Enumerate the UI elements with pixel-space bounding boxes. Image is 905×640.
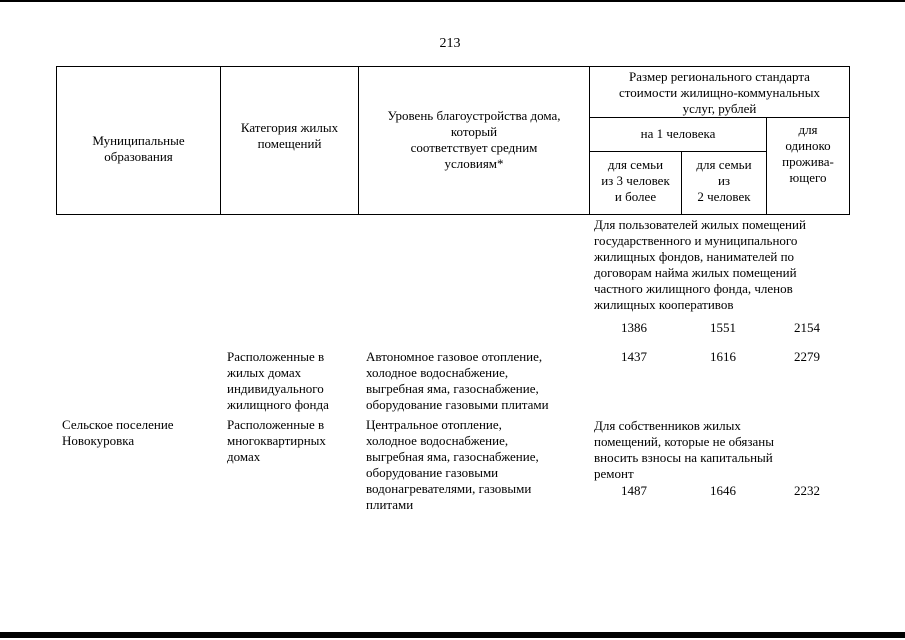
header-size-group: Размер регионального стандарта стоимости жилищно-коммунальных услуг, рублей — [619, 69, 820, 116]
row1-category: Расположенные в жилых домах индивидуального жилищного фонда — [227, 349, 329, 412]
header-level: Уровень благоустройства дома, который соответствует средним условиям* — [387, 108, 561, 171]
row3-value-single: 2232 — [794, 483, 820, 498]
page-number: 213 — [439, 36, 461, 51]
header-family3: для семьи из 3 человек и более — [601, 157, 670, 204]
col-line-6 — [849, 66, 850, 215]
section1-note: Для пользователей жилых помещений государственного и муниципального жилищных фондов, нанимателей по договорам найма жилых помещений частного жилищного фонда, членов жилищных кооперативов — [594, 217, 806, 312]
row2-category: Расположенные в многоквартирных домах — [227, 417, 326, 464]
header-single: для одиноко прожива- ющего — [782, 122, 834, 185]
table-top-line — [56, 66, 849, 67]
header-municipal: Муниципальные образования — [92, 133, 185, 164]
header-family2: для семьи из 2 человек — [696, 157, 752, 204]
row0-value-family3: 1386 — [621, 320, 647, 335]
header-per-person: на 1 человека — [640, 126, 716, 141]
header-category: Категория жилых помещений — [240, 120, 339, 151]
row0-value-family2: 1551 — [710, 320, 736, 335]
row1-value-family3: 1437 — [621, 349, 647, 364]
row1-value-family2: 1616 — [710, 349, 736, 364]
row1-level: Автономное газовое отопление, холодное водоснабжение, выгребная яма, газоснабжение, оборудование газовыми плитами — [366, 349, 549, 412]
header-sub-line — [589, 151, 766, 152]
row1-value-single: 2279 — [794, 349, 820, 364]
bottom-border-line — [0, 632, 905, 638]
top-border-line — [0, 0, 905, 2]
row3-value-family3: 1487 — [621, 483, 647, 498]
municipality-name: Сельское поселение Новокуровка — [62, 417, 174, 448]
header-bottom-line — [56, 214, 849, 215]
row3-value-family2: 1646 — [710, 483, 736, 498]
row0-value-single: 2154 — [794, 320, 820, 335]
row2-level: Центральное отопление, холодное водоснабжение, выгребная яма, газоснабжение, оборудование газовыми водонагревателями, газовыми плитами — [366, 417, 539, 512]
section2-note: Для собственников жилых помещений, которые не обязаны вносить взносы на капитальный ремонт — [594, 418, 774, 481]
header-mid-line — [589, 117, 849, 118]
